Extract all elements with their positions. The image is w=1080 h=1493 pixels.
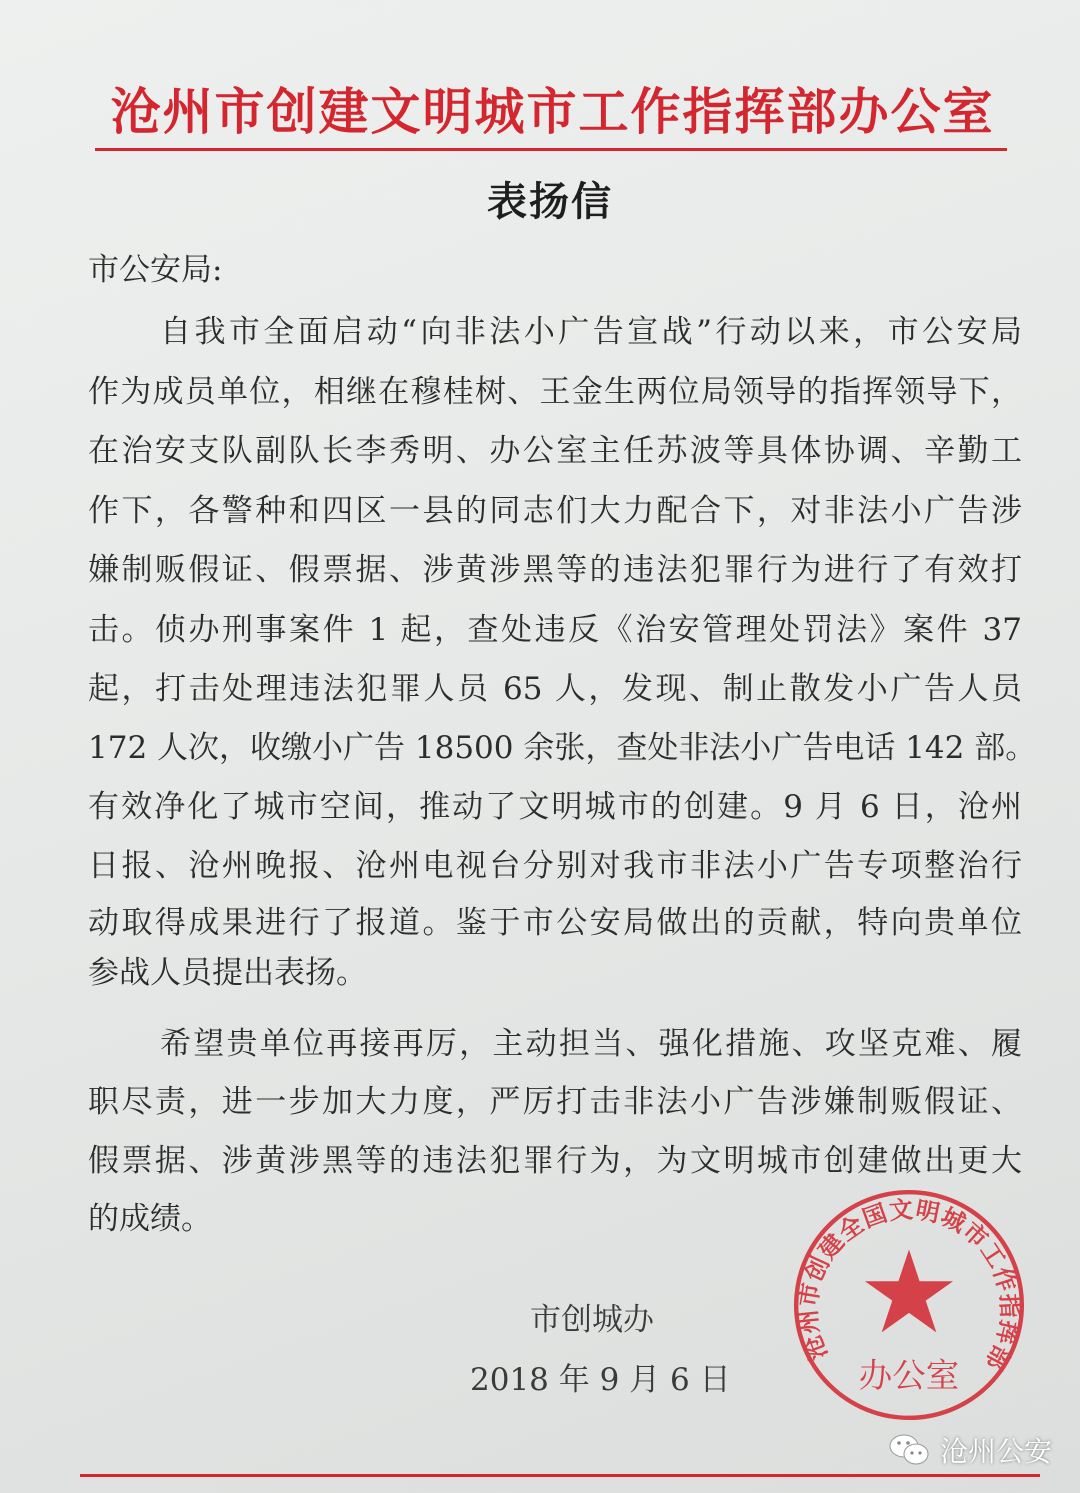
body-line: 自我市全面启动“向非法小广告宣战”行动以来，市公安局 bbox=[160, 314, 1022, 350]
body-line: 作下，各警种和四区一县的同志们大力配合下，对非法小广告涉 bbox=[88, 493, 1022, 529]
date: 2018 年 9 月 6 日 bbox=[470, 1362, 731, 1398]
body-line: 日报、沧州晚报、沧州电视台分别对我市非法小广告专项整治行 bbox=[88, 848, 1022, 884]
body-line: 击。侦办刑事案件 1 起，查处违反《治安管理处罚法》案件 37 bbox=[88, 612, 1022, 648]
official-seal bbox=[790, 1186, 1028, 1424]
footer-divider bbox=[80, 1474, 1040, 1477]
body-line: 的成绩。 bbox=[88, 1201, 212, 1237]
organization-title: 沧州市创建文明城市工作指挥部办公室 bbox=[110, 82, 995, 141]
body-line: 参战人员提出表扬。 bbox=[88, 955, 367, 991]
watermark bbox=[888, 1430, 1052, 1470]
salutation: 市公安局: bbox=[88, 252, 223, 288]
body-line: 动取得成果进行了报道。鉴于市公安局做出的贡献，特向贵单位 bbox=[88, 905, 1022, 941]
body-line: 希望贵单位再接再厉，主动担当、强化措施、攻坚克难、履 bbox=[160, 1026, 1022, 1062]
body-line: 职尽责，进一步加大力度，严厉打击非法小广告涉嫌制贩假证、 bbox=[88, 1084, 1022, 1120]
seal-ring-text: 沧州市创建全国文明城市工作指挥部 bbox=[793, 1195, 1024, 1376]
body-line: 有效净化了城市空间，推动了文明城市的创建。9 月 6 日，沧州 bbox=[88, 789, 1022, 825]
star-icon bbox=[865, 1249, 953, 1332]
watermark-text: 沧州公安 bbox=[940, 1435, 1053, 1468]
body-line: 172 人次，收缴小广告 18500 余张，查处非法小广告电话 142 部。 bbox=[88, 730, 1037, 766]
body-line: 假票据、涉黄涉黑等的违法犯罪行为，为文明城市创建做出更大 bbox=[88, 1143, 1022, 1179]
body-line: 起，打击处理违法犯罪人员 65 人，发现、制止散发小广告人员 bbox=[88, 671, 1022, 707]
body-line: 在治安支队副队长李秀明、办公室主任苏波等具体协调、辛勤工 bbox=[88, 433, 1022, 469]
header-divider bbox=[95, 148, 1007, 151]
wechat-icon bbox=[888, 1432, 932, 1468]
document-title: 表扬信 bbox=[487, 178, 613, 225]
issuer: 市创城办 bbox=[530, 1302, 654, 1338]
body-line: 嫌制贩假证、假票据、涉黄涉黑等的违法犯罪行为进行了有效打 bbox=[88, 552, 1022, 588]
seal-center-text: 办公室 bbox=[858, 1355, 960, 1395]
body-line: 作为成员单位，相继在穆桂树、王金生两位局领导的指挥领导下， bbox=[88, 374, 1022, 410]
